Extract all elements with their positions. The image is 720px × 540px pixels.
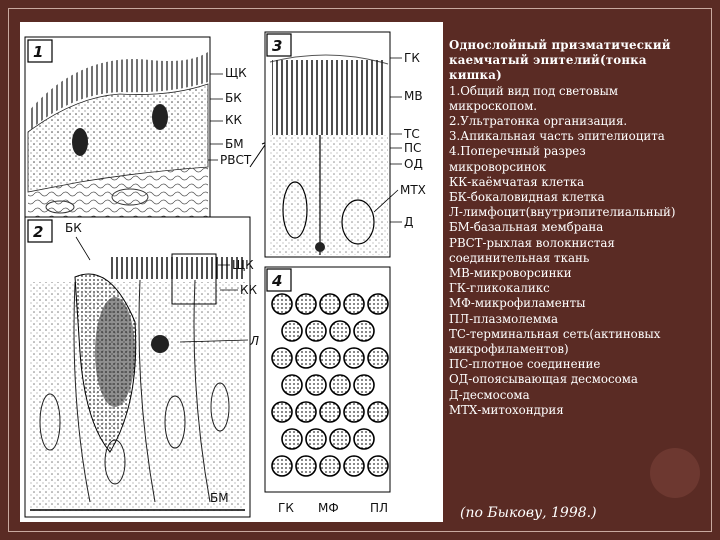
caption-line: соединительная ткань	[449, 250, 590, 265]
microvillus-cross-section	[368, 456, 388, 476]
microvillus-cross-section	[306, 375, 326, 395]
histology-figure	[20, 22, 443, 522]
microvillus-cross-section	[282, 321, 302, 341]
caption-line: 4.Поперечный разрез	[449, 144, 586, 159]
label-1-bm: БМ	[225, 137, 244, 151]
panel-3	[265, 32, 390, 257]
caption-line: ОД-опоясывающая десмосома	[449, 372, 638, 387]
label-2-bm: БМ	[210, 491, 229, 505]
microvillus-cross-section	[296, 456, 316, 476]
caption-line: БК-бокаловидная клетка	[449, 190, 605, 205]
panel-4	[265, 267, 390, 492]
caption-line: микроворсинок	[449, 159, 547, 174]
panel-1-number: 1	[33, 43, 44, 61]
microvillus-cross-section	[330, 429, 350, 449]
source-citation: (по Быкову, 1998.)	[460, 505, 597, 521]
microvillus-cross-section	[272, 348, 292, 368]
microvillus-cross-section	[296, 294, 316, 314]
label-3-gk: ГК	[404, 51, 420, 65]
microvillus-cross-section	[320, 402, 340, 422]
caption-line: 3.Апикальная часть эпителиоцита	[449, 129, 665, 144]
microvillus-cross-section	[344, 294, 364, 314]
microvillus-cross-section	[330, 321, 350, 341]
caption-line: МФ-микрофиламенты	[449, 296, 586, 311]
label-3-ts: ТС	[404, 127, 420, 141]
label-1-shk: ЩК	[225, 66, 247, 80]
label-4-mf: МФ	[318, 501, 339, 515]
label-4-gk: ГК	[278, 501, 294, 515]
caption-line: БМ-базальная мембрана	[449, 220, 604, 235]
caption-title-line-3: кишка)	[449, 68, 502, 83]
caption-line: ПЛ-плазмолемма	[449, 311, 559, 326]
panel-4-number: 4	[272, 272, 283, 290]
label-3-ps: ПС	[404, 141, 422, 155]
label-2-shk: ЩК	[232, 258, 254, 272]
panel-2	[25, 217, 250, 517]
microvillus-cross-section	[272, 402, 292, 422]
label-2-l: Л	[250, 334, 260, 348]
figure-svg	[20, 22, 443, 522]
label-3-mv: МВ	[404, 89, 423, 103]
caption-line: 2.Ультратонка организация.	[449, 114, 628, 129]
caption-line: 1.Общий вид под световым	[449, 83, 619, 98]
microvillus-cross-section	[320, 294, 340, 314]
microvillus-cross-section	[306, 429, 326, 449]
caption-line: ТС-терминальная сеть(актиновых	[449, 326, 661, 341]
caption-line: Д-десмосома	[449, 387, 530, 402]
microvillus-cross-section	[354, 429, 374, 449]
label-1-kk: КК	[225, 113, 243, 127]
caption-title-line-2: каемчатый эпителий(тонка	[449, 53, 647, 68]
caption-title-line-1: Однослойный призматический	[449, 38, 671, 52]
microvillus-cross-section	[368, 294, 388, 314]
microvillus-cross-section	[306, 321, 326, 341]
label-4-pl: ПЛ	[370, 501, 389, 515]
label-3-d: Д	[404, 215, 414, 229]
microvillus-cross-section	[320, 456, 340, 476]
caption-line: микрофиламентов)	[449, 342, 569, 357]
microvillus-cross-section	[344, 456, 364, 476]
microvillus-cross-section	[368, 348, 388, 368]
caption-line: МТХ-митохондрия	[449, 402, 564, 417]
caption-line: ГК-гликокаликс	[449, 281, 550, 296]
caption-line: МВ-микроворсинки	[449, 266, 572, 281]
microvillus-cross-section	[354, 321, 374, 341]
caption-line: КК-каёмчатая клетка	[449, 174, 585, 189]
microvillus-cross-section	[354, 375, 374, 395]
caption-line: Л-лимфоцит(внутриэпителиальный)	[449, 205, 676, 220]
microvillus-cross-section	[330, 375, 350, 395]
label-3-mtx: МТХ	[400, 183, 426, 197]
label-2-bk: БК	[65, 221, 82, 235]
microvillus-cross-section	[296, 348, 316, 368]
label-3-od: ОД	[404, 157, 423, 171]
microvillus-cross-section	[296, 402, 316, 422]
label-1-rvst: РВСТ	[220, 153, 252, 167]
caption-line: РВСТ-рыхлая волокнистая	[449, 235, 615, 250]
microvillus-cross-section	[344, 402, 364, 422]
label-2-kk: КК	[240, 283, 258, 297]
microvillus-cross-section	[282, 429, 302, 449]
microvillus-cross-section	[282, 375, 302, 395]
caption-line: ПС-плотное соединение	[449, 357, 601, 372]
microvillus-cross-section	[344, 348, 364, 368]
caption-line: микроскопом.	[449, 98, 538, 113]
microvillus-cross-section	[320, 348, 340, 368]
caption-block	[449, 38, 717, 418]
microvillus-cross-section	[368, 402, 388, 422]
label-1-bk: БК	[225, 91, 242, 105]
panel-2-number: 2	[33, 223, 44, 241]
decorative-circle	[650, 448, 700, 498]
panel-3-number: 3	[272, 37, 283, 55]
microvillus-cross-section	[272, 294, 292, 314]
panel-1	[25, 37, 210, 222]
microvillus-cross-section	[272, 456, 292, 476]
